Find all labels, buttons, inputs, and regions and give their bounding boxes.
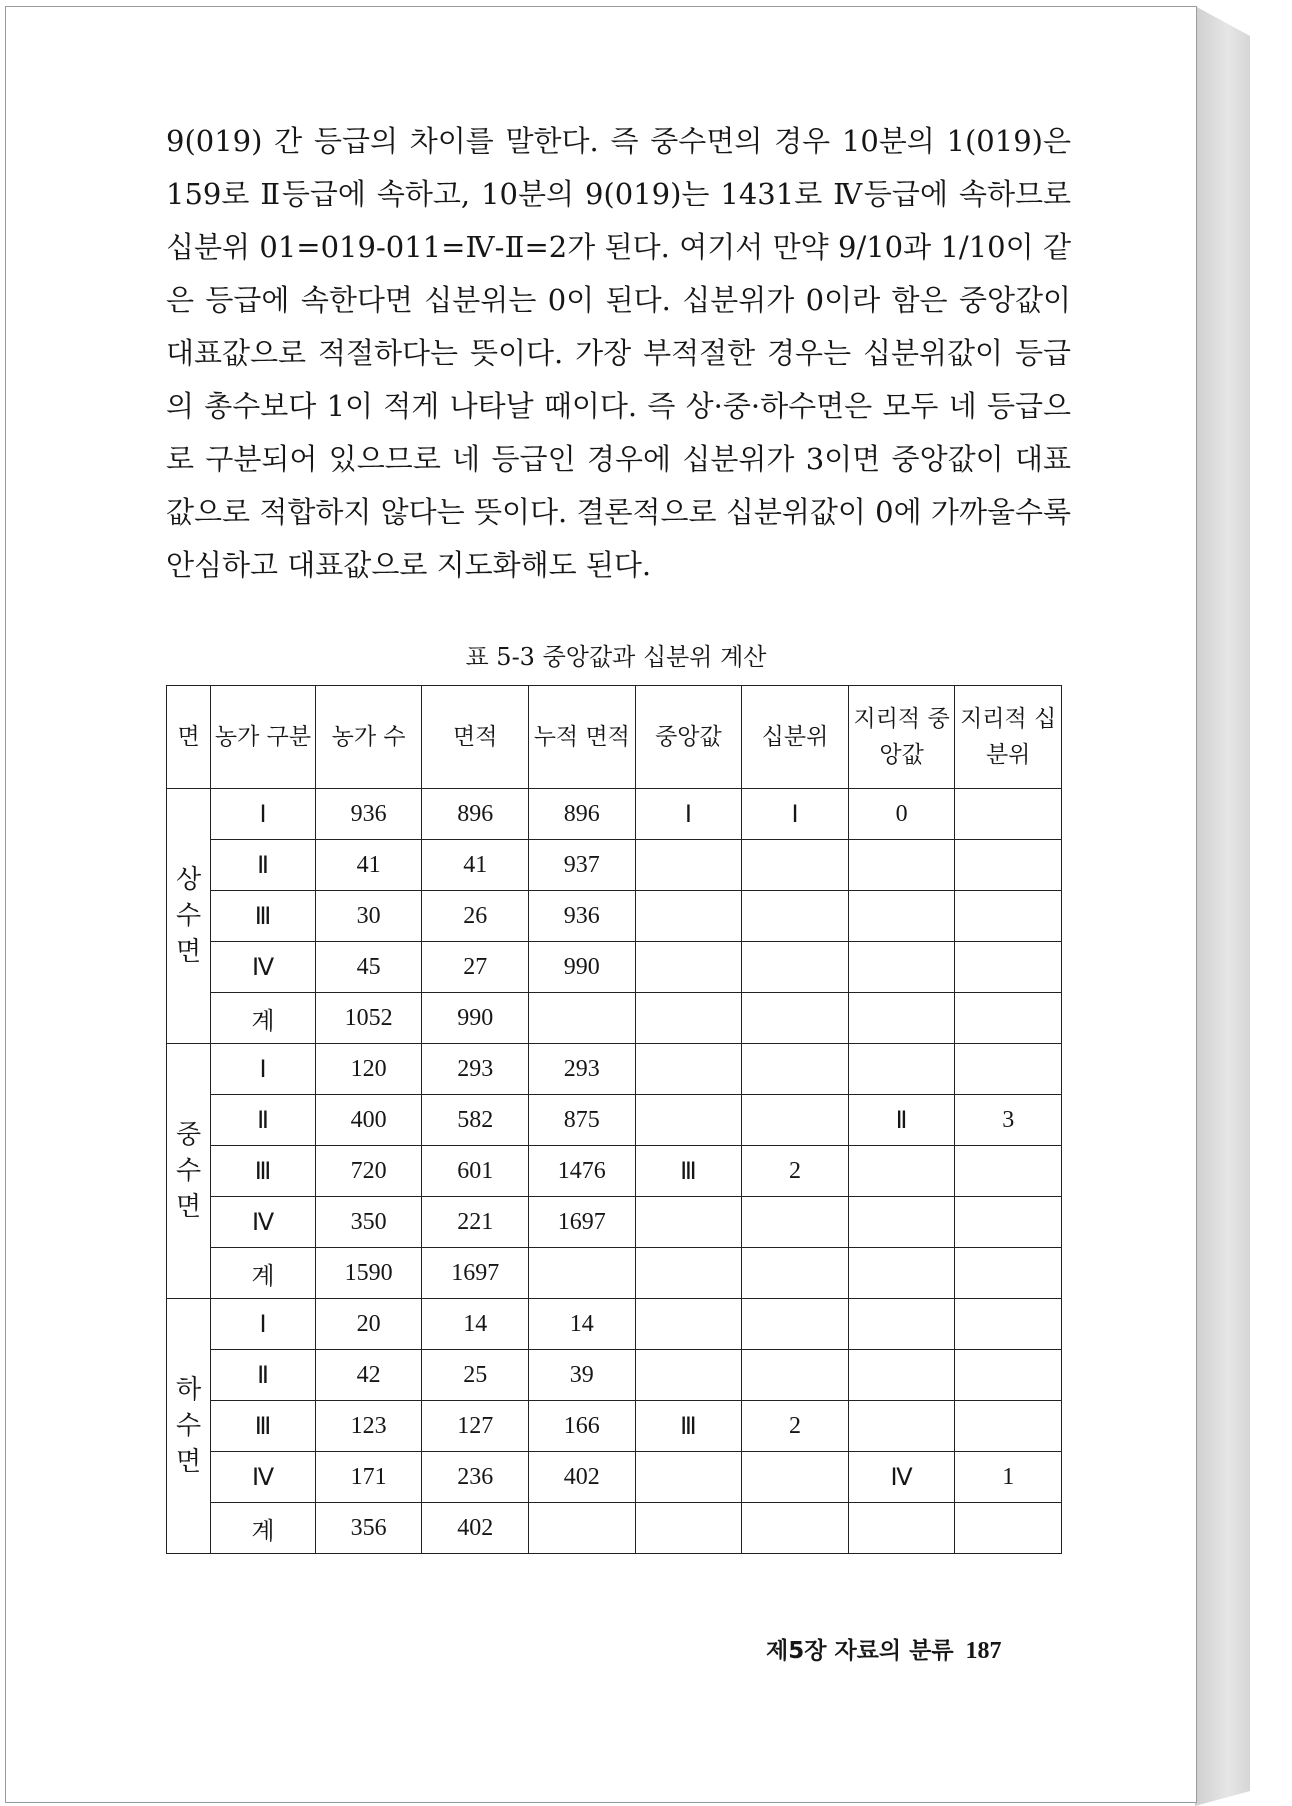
cell-cumulative-area: 39 — [529, 1350, 636, 1401]
cell-geo-decile — [955, 1350, 1062, 1401]
cell-median — [635, 840, 742, 891]
cell-geo-decile — [955, 1146, 1062, 1197]
cell-grade: Ⅳ — [211, 1452, 316, 1503]
cell-decile: Ⅰ — [742, 789, 849, 840]
cell-area: 27 — [422, 942, 529, 993]
table-row — [167, 1452, 1062, 1503]
section-label: 상수면 — [176, 865, 202, 967]
cell-farm-count: 45 — [315, 942, 422, 993]
table-row — [167, 1401, 1062, 1452]
cell-median — [635, 1503, 742, 1554]
cell-median: Ⅰ — [635, 789, 742, 840]
cell-geo-decile — [955, 1044, 1062, 1095]
section-label-cell — [167, 1299, 211, 1554]
cell-area: 236 — [422, 1452, 529, 1503]
cell-geo-median — [848, 1350, 955, 1401]
cell-farm-count: 1590 — [315, 1248, 422, 1299]
cell-decile: 2 — [742, 1146, 849, 1197]
cell-median — [635, 1452, 742, 1503]
cell-cumulative-area: 166 — [529, 1401, 636, 1452]
cell-farm-count: 350 — [315, 1197, 422, 1248]
cell-decile — [742, 1248, 849, 1299]
cell-decile — [742, 1452, 849, 1503]
cell-geo-decile — [955, 993, 1062, 1044]
cell-decile — [742, 1095, 849, 1146]
page-footer — [766, 1632, 1002, 1665]
cell-grade: 계 — [211, 993, 316, 1044]
cell-median — [635, 1350, 742, 1401]
cell-geo-median: 0 — [848, 789, 955, 840]
cell-geo-decile — [955, 1248, 1062, 1299]
table-row — [167, 993, 1062, 1044]
cell-cumulative-area: 936 — [529, 891, 636, 942]
cell-decile — [742, 1197, 849, 1248]
chapter-title: 제5장 자료의 분류 — [766, 1638, 954, 1664]
cell-geo-median — [848, 1503, 955, 1554]
table-row — [167, 1350, 1062, 1401]
header-cell-cumulative-area: 누적 면적 — [529, 686, 636, 789]
cell-area: 14 — [422, 1299, 529, 1350]
cell-decile — [742, 1503, 849, 1554]
cell-geo-median — [848, 891, 955, 942]
cell-grade: Ⅳ — [211, 942, 316, 993]
table-row — [167, 1299, 1062, 1350]
cell-geo-decile: 1 — [955, 1452, 1062, 1503]
cell-cumulative-area: 896 — [529, 789, 636, 840]
cell-farm-count: 30 — [315, 891, 422, 942]
cell-geo-decile — [955, 891, 1062, 942]
cell-cumulative-area: 990 — [529, 942, 636, 993]
cell-cumulative-area — [529, 1248, 636, 1299]
cell-farm-count: 936 — [315, 789, 422, 840]
cell-decile — [742, 1350, 849, 1401]
cell-cumulative-area: 293 — [529, 1044, 636, 1095]
cell-area: 26 — [422, 891, 529, 942]
cell-farm-count: 356 — [315, 1503, 422, 1554]
cell-geo-median — [848, 1044, 955, 1095]
header-cell-geo-median: 지리적 중앙값 — [848, 686, 955, 789]
cell-decile — [742, 993, 849, 1044]
table-body — [167, 789, 1062, 1554]
header-cell-median: 중앙값 — [635, 686, 742, 789]
paragraph-text: 9(019) 간 등급의 차이를 말한다. 즉 중수면의 경우 10분의 1(019)은 159로 Ⅱ등급에 속하고, 10분의 9(019)는 1431로 Ⅳ등급에 속하므로 십분위 01=019-011=Ⅳ-Ⅱ=2가 된다. 여기서 만약 9/10과 1/10이 같은 등급에 속한다면 십분위는 0이 된다. 십분위가 0이라 함은 중앙값이 대표값으로 적절하다는 뜻이다. 가장 부적절한 경우는 십분위값이 등급의 총수보다 1이 적게 나타날 때이다. 즉 상·중·하수면은 모두 네 등급으로 구분되어 있으므로 네 등급인 경우에 십분위가 3이면 중앙값이 대표값으로 적합하지 않다는 뜻이다. 결론적으로 십분위값이 0에 가까울수록 안심하고 대표값으로 지도화해도 된다. — [166, 124, 1071, 582]
cell-grade: Ⅳ — [211, 1197, 316, 1248]
cell-cumulative-area: 402 — [529, 1452, 636, 1503]
cell-geo-median — [848, 1299, 955, 1350]
table-row — [167, 1095, 1062, 1146]
cell-area: 402 — [422, 1503, 529, 1554]
cell-grade: Ⅱ — [211, 1095, 316, 1146]
section-label-cell — [167, 789, 211, 1044]
cell-grade: Ⅲ — [211, 1146, 316, 1197]
cell-decile — [742, 942, 849, 993]
cell-cumulative-area: 1476 — [529, 1146, 636, 1197]
header-cell-farm-class: 농가 구분 — [211, 686, 316, 789]
cell-grade: Ⅲ — [211, 1401, 316, 1452]
table-row — [167, 1044, 1062, 1095]
section-label-cell — [167, 1044, 211, 1299]
cell-geo-decile — [955, 789, 1062, 840]
cell-median — [635, 1248, 742, 1299]
table-row — [167, 891, 1062, 942]
median-decile-table — [166, 685, 1062, 1554]
cell-decile: 2 — [742, 1401, 849, 1452]
cell-decile — [742, 1044, 849, 1095]
cell-geo-median — [848, 942, 955, 993]
cell-farm-count: 123 — [315, 1401, 422, 1452]
cell-area: 601 — [422, 1146, 529, 1197]
table-row — [167, 789, 1062, 840]
cell-geo-median: Ⅱ — [848, 1095, 955, 1146]
cell-geo-decile: 3 — [955, 1095, 1062, 1146]
cell-area: 221 — [422, 1197, 529, 1248]
cell-farm-count: 400 — [315, 1095, 422, 1146]
cell-grade: Ⅲ — [211, 891, 316, 942]
cell-grade: Ⅰ — [211, 789, 316, 840]
cell-geo-median — [848, 1146, 955, 1197]
table-row — [167, 1503, 1062, 1554]
table-row — [167, 840, 1062, 891]
header-cell-myeon: 면 — [167, 686, 211, 789]
section-label: 중수면 — [176, 1120, 202, 1222]
cell-cumulative-area: 14 — [529, 1299, 636, 1350]
cell-cumulative-area — [529, 993, 636, 1044]
cell-farm-count: 720 — [315, 1146, 422, 1197]
cell-geo-median: Ⅳ — [848, 1452, 955, 1503]
cell-area: 896 — [422, 789, 529, 840]
cell-median: Ⅲ — [635, 1146, 742, 1197]
table-row — [167, 1197, 1062, 1248]
table-caption: 표 5-3 중앙값과 십분위 계산 — [465, 643, 767, 671]
cell-cumulative-area: 1697 — [529, 1197, 636, 1248]
cell-decile — [742, 1299, 849, 1350]
table-row — [167, 1248, 1062, 1299]
page-number: 187 — [965, 1638, 1002, 1664]
header-cell-geo-decile: 지리적 십분위 — [955, 686, 1062, 789]
page-stack-edge — [1195, 6, 1250, 1806]
cell-cumulative-area: 875 — [529, 1095, 636, 1146]
cell-median — [635, 1095, 742, 1146]
cell-median — [635, 1197, 742, 1248]
cell-median: Ⅲ — [635, 1401, 742, 1452]
cell-geo-median — [848, 1248, 955, 1299]
cell-geo-decile — [955, 1299, 1062, 1350]
cell-area: 41 — [422, 840, 529, 891]
cell-farm-count: 1052 — [315, 993, 422, 1044]
cell-area: 582 — [422, 1095, 529, 1146]
cell-area: 1697 — [422, 1248, 529, 1299]
cell-geo-decile — [955, 1197, 1062, 1248]
cell-median — [635, 993, 742, 1044]
cell-farm-count: 120 — [315, 1044, 422, 1095]
cell-farm-count: 20 — [315, 1299, 422, 1350]
cell-area: 293 — [422, 1044, 529, 1095]
cell-geo-median — [848, 1197, 955, 1248]
cell-cumulative-area: 937 — [529, 840, 636, 891]
cell-geo-decile — [955, 1401, 1062, 1452]
cell-farm-count: 171 — [315, 1452, 422, 1503]
body-paragraph — [166, 115, 1071, 592]
cell-decile — [742, 891, 849, 942]
cell-grade: 계 — [211, 1503, 316, 1554]
cell-geo-decile — [955, 942, 1062, 993]
cell-area: 25 — [422, 1350, 529, 1401]
cell-grade: 계 — [211, 1248, 316, 1299]
cell-grade: Ⅰ — [211, 1299, 316, 1350]
cell-grade: Ⅰ — [211, 1044, 316, 1095]
cell-cumulative-area — [529, 1503, 636, 1554]
cell-area: 127 — [422, 1401, 529, 1452]
cell-median — [635, 942, 742, 993]
cell-geo-decile — [955, 1503, 1062, 1554]
section-label: 하수면 — [176, 1375, 202, 1477]
header-cell-decile: 십분위 — [742, 686, 849, 789]
cell-farm-count: 42 — [315, 1350, 422, 1401]
cell-grade: Ⅱ — [211, 1350, 316, 1401]
cell-geo-median — [848, 993, 955, 1044]
cell-area: 990 — [422, 993, 529, 1044]
cell-decile — [742, 840, 849, 891]
cell-geo-decile — [955, 840, 1062, 891]
cell-grade: Ⅱ — [211, 840, 316, 891]
table-row — [167, 942, 1062, 993]
cell-geo-median — [848, 1401, 955, 1452]
cell-farm-count: 41 — [315, 840, 422, 891]
cell-median — [635, 1299, 742, 1350]
cell-median — [635, 1044, 742, 1095]
table-row — [167, 1146, 1062, 1197]
header-cell-area: 면적 — [422, 686, 529, 789]
cell-median — [635, 891, 742, 942]
header-cell-farm-count: 농가 수 — [315, 686, 422, 789]
table-header-row — [167, 686, 1062, 789]
cell-geo-median — [848, 840, 955, 891]
book-page — [5, 6, 1197, 1803]
